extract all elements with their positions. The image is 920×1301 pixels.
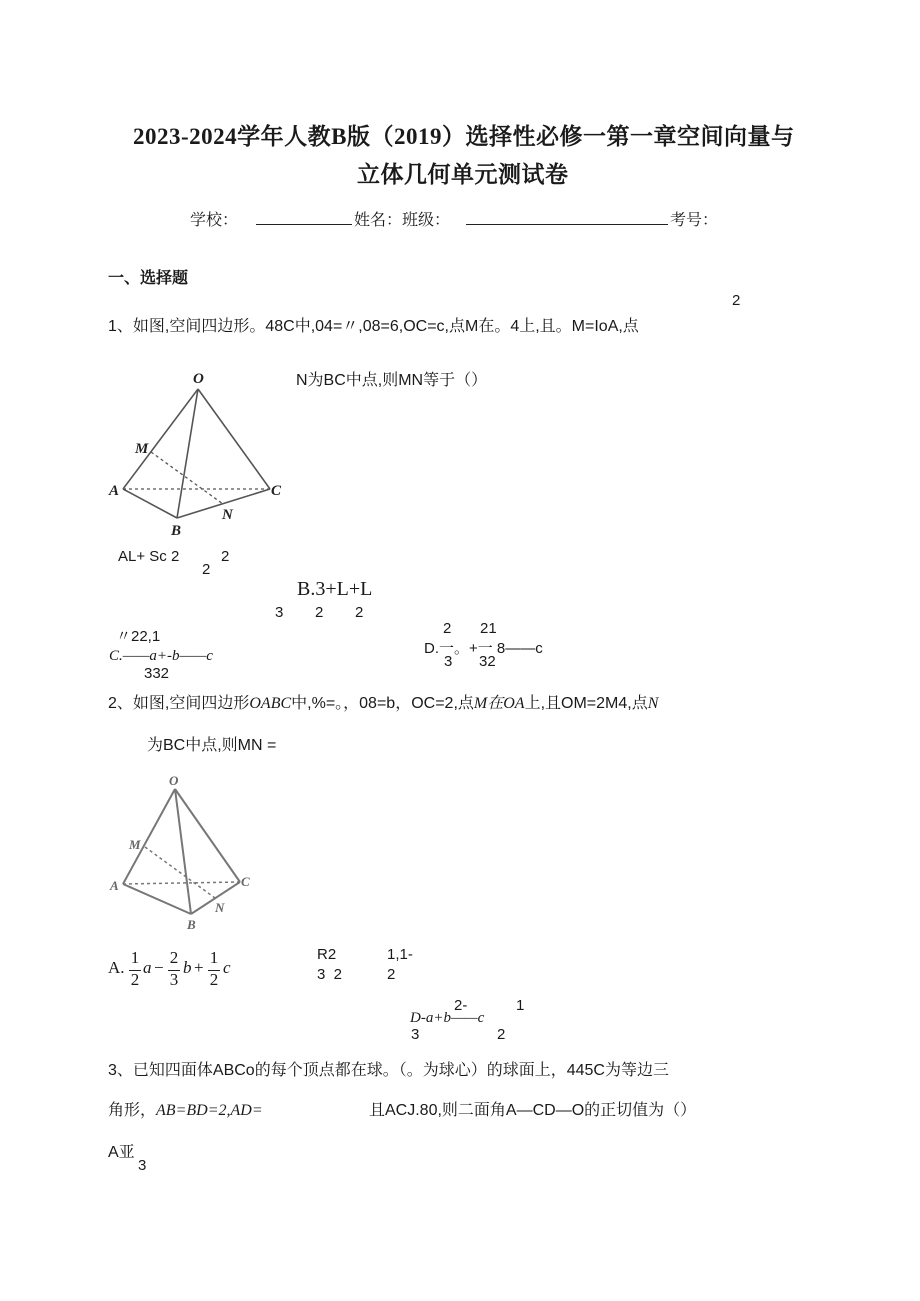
q2-option-b-top: R2 xyxy=(317,946,337,963)
operator: − xyxy=(154,958,164,977)
q1-option-a-sup: 2 xyxy=(221,548,230,565)
frac-numerator: 1 xyxy=(130,948,140,967)
q2-option-c-bottom: 2 xyxy=(387,966,396,983)
label-o: O xyxy=(169,773,179,788)
q1-option-a-sub: 2 xyxy=(202,561,211,578)
frac-denominator: 3 xyxy=(169,970,179,989)
edge-ab xyxy=(123,489,177,518)
q2-option-d: D-a+b——c xyxy=(410,1010,485,1026)
edge-oa xyxy=(123,389,198,489)
q1-option-d: D.一。+一 8——c xyxy=(424,640,543,657)
frac-numerator: 2 xyxy=(169,948,179,967)
q2-text-part: 2、如图,空间四边形 xyxy=(108,695,250,712)
q2-text-line2: 为BC中点,则MN = xyxy=(147,737,277,754)
q1-option-b-sub1: 3 xyxy=(275,604,284,621)
q2-option-d-top: 2- xyxy=(454,997,468,1014)
q2-option-d-sub2: 2 xyxy=(497,1026,506,1043)
q1-option-b-sub2: 2 xyxy=(315,604,324,621)
q2-option-c-top: 1,1- xyxy=(387,946,413,963)
q1-superscript: 2 xyxy=(732,292,741,309)
label-b: B xyxy=(171,523,182,539)
q1-option-b: B.3+L+L xyxy=(297,578,373,600)
q1-option-b-sub3: 2 xyxy=(355,604,364,621)
label-a: A xyxy=(110,878,119,893)
segment-mn-dashed xyxy=(145,847,215,898)
name-class-label: 姓名：班级： xyxy=(354,212,451,229)
q1-option-d-sub1: 3 xyxy=(444,653,453,670)
school-label: 学校： xyxy=(190,212,239,229)
q2-option-a-prefix: A. xyxy=(108,958,125,977)
q2-text-part: OA xyxy=(503,695,525,712)
label-c: C xyxy=(241,874,250,889)
var-b: b xyxy=(183,958,192,977)
q2-text-part: OABC xyxy=(249,695,292,712)
label-c: C xyxy=(271,483,282,499)
q3-option-a-sub: 3 xyxy=(138,1157,147,1174)
label-n: N xyxy=(215,900,225,915)
q2-text-part: 中,%=。，08=b，OC=2,点 xyxy=(291,695,474,712)
number-label: 考号： xyxy=(670,212,719,229)
class-blank xyxy=(466,224,668,225)
q2-text-part: 在 xyxy=(487,695,504,712)
q1-text-line1: 1、如图,空间四边形。48C中,04=〃,08=6,OC=c,点M在。4上,且。M=IoA,点 xyxy=(108,318,639,335)
section-heading: 一、选择题 xyxy=(108,270,189,287)
q2-text-part: 上,且OM=2M4,点 xyxy=(524,695,648,712)
label-m: M xyxy=(135,441,149,457)
var-c: c xyxy=(223,958,231,977)
q3-text-line2-start xyxy=(108,1097,263,1120)
label-o: O xyxy=(193,371,204,387)
q1-option-d-sub2: 32 xyxy=(479,653,496,670)
q2-option-d-top2: 1 xyxy=(516,997,525,1014)
edge-ab xyxy=(123,884,191,914)
q2-text-part: N xyxy=(647,695,659,712)
q3-text-line1: 3、已知四面体ABCo的每个顶点都在球。（。为球心）的球面上，445C为等边三 xyxy=(108,1062,669,1079)
q1-option-d-top1: 2 xyxy=(443,620,452,637)
q3-text-part: 角形， xyxy=(108,1102,157,1119)
q2-tetrahedron-figure xyxy=(105,767,265,937)
page-title: 2023-2024学年人教B版（2019）选择性必修一第一章空间向量与 xyxy=(133,124,795,149)
q1-option-d-top2: 21 xyxy=(480,620,497,637)
label-m: M xyxy=(129,837,141,852)
frac-denominator: 2 xyxy=(209,970,219,989)
q1-tetrahedron-figure xyxy=(105,365,295,545)
q3-text-part: AB=BD=2,AD= xyxy=(156,1102,263,1119)
frac-denominator: 2 xyxy=(130,970,140,989)
q1-option-c-sub: 332 xyxy=(144,665,170,682)
q2-option-d-sub1: 3 xyxy=(411,1026,420,1043)
edge-ac-dashed xyxy=(123,882,240,884)
q1-option-c-top: 〃22,1 xyxy=(116,628,161,645)
frac-numerator: 1 xyxy=(209,948,219,967)
label-b: B xyxy=(187,917,196,932)
q2-text-part: M xyxy=(473,695,488,712)
q1-text-line2: N为BC中点,则MN等于（） xyxy=(296,372,488,389)
operator: + xyxy=(194,958,204,977)
label-n: N xyxy=(222,507,233,523)
school-blank xyxy=(256,224,352,225)
page-title-line2: 立体几何单元测试卷 xyxy=(357,162,569,187)
q3-text-line2-end: 且ACJ.80,则二面角A—CD—O的正切值为（） xyxy=(369,1102,697,1119)
q3-option-a: A亚 xyxy=(108,1144,135,1161)
edge-oc xyxy=(198,389,270,489)
q2-text-line1 xyxy=(108,690,658,713)
label-a: A xyxy=(109,483,120,499)
q1-option-a: AL+ Sc 2 xyxy=(118,548,180,565)
q2-option-b-bottom: 3 2 xyxy=(317,966,343,983)
var-a: a xyxy=(143,958,152,977)
edge-ob xyxy=(177,389,198,518)
q1-option-c: C.——a+-b——c xyxy=(109,648,213,664)
